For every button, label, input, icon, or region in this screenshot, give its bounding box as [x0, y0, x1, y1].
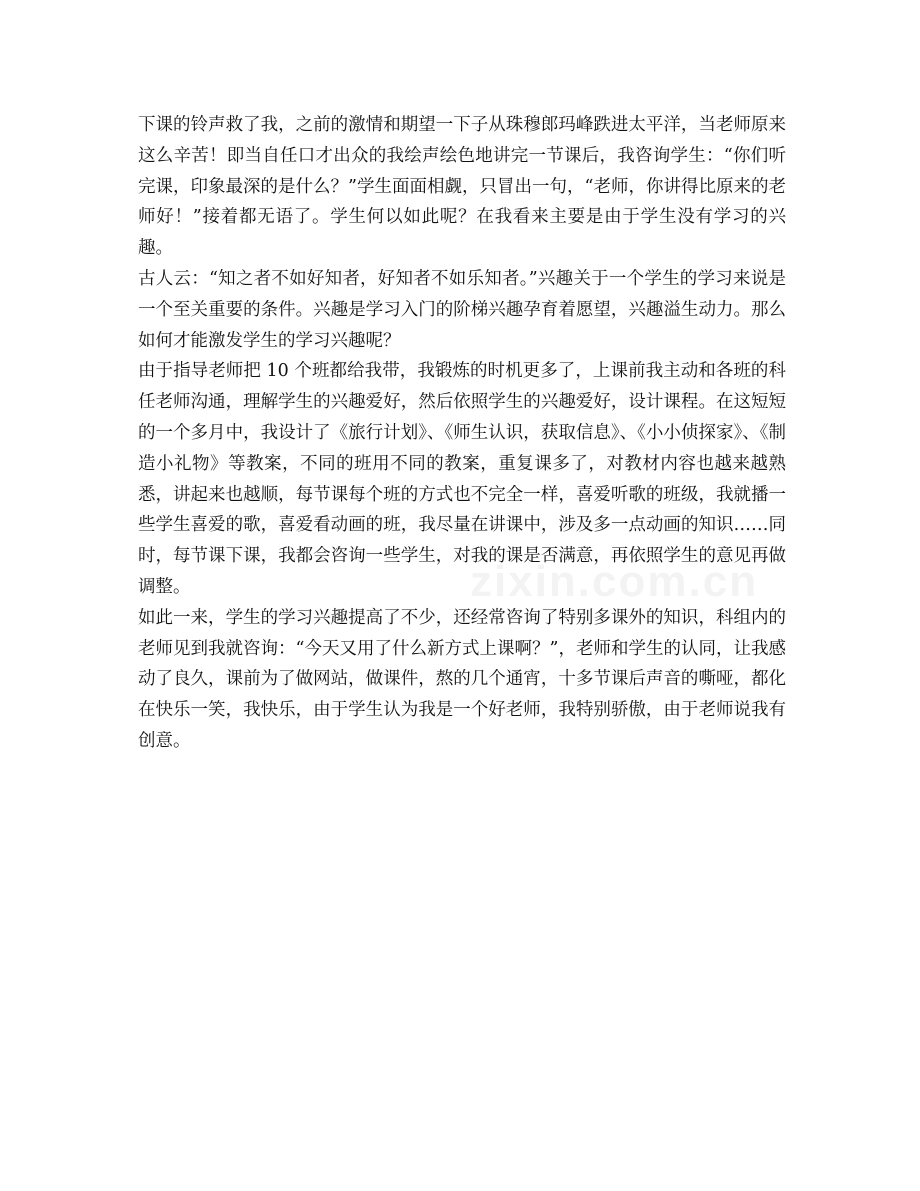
paragraph-1: 下课的铃声救了我，之前的激情和期望一下子从珠穆郎玛峰跌进太平洋，当老师原来这么辛苦！即当自任口才出众的我绘声绘色地讲完一节课后，我咨询学生：“你们听完课，印象最深的是什么？”学生面面相觑，只冒出一句，“老师，你讲得比原来的老师好！”接着都无语了。学生何以如此呢？在我看来主要是由于学生没有学习的兴趣。 — [138, 115, 786, 259]
paragraph-2: 古人云：“知之者不如好知者，好知者不如乐知者。”兴趣关于一个学生的学习来说是一个至关重要的条件。兴趣是学习入门的阶梯兴趣孕育着愿望，兴趣溢生动力。那么如何才能激发学生的学习兴趣呢？ — [138, 268, 786, 351]
document-body — [138, 110, 786, 757]
paragraph-4: 如此一来，学生的学习兴趣提高了不少，还经常咨询了特别多课外的知识，科组内的老师见到我就咨询：“今天又用了什么新方式上课啊？”，老师和学生的认同，让我感动了良久，课前为了做网站，做课件，熬的几个通宵，十多节课后声音的嘶哑，都化在快乐一笑，我快乐，由于学生认为我是一个好老师，我特别骄傲，由于老师说我有创意。 — [138, 607, 786, 751]
paragraph-3: 由于指导老师把 10 个班都给我带，我锻炼的时机更多了，上课前我主动和各班的科任老师沟通，理解学生的兴趣爱好，然后依照学生的兴趣爱好，设计课程。在这短短的一个多月中，我设计了《旅行计划》、《师生认识，获取信息》、《小小侦探家》、《制造小礼物》等教案，不同的班用不同的教案，重复课多了，对教材内容也越来越熟悉，讲起来也越顺，每节课每个班的方式也不完全一样，喜爱听歌的班级，我就播一些学生喜爱的歌，喜爱看动画的班，我尽量在讲课中，涉及多一点动画的知识……同时，每节课下课，我都会咨询一些学生，对我的课是否满意，再依照学生的意见再做调整。 — [138, 361, 786, 597]
watermark: zixin.com.cn — [470, 557, 759, 606]
